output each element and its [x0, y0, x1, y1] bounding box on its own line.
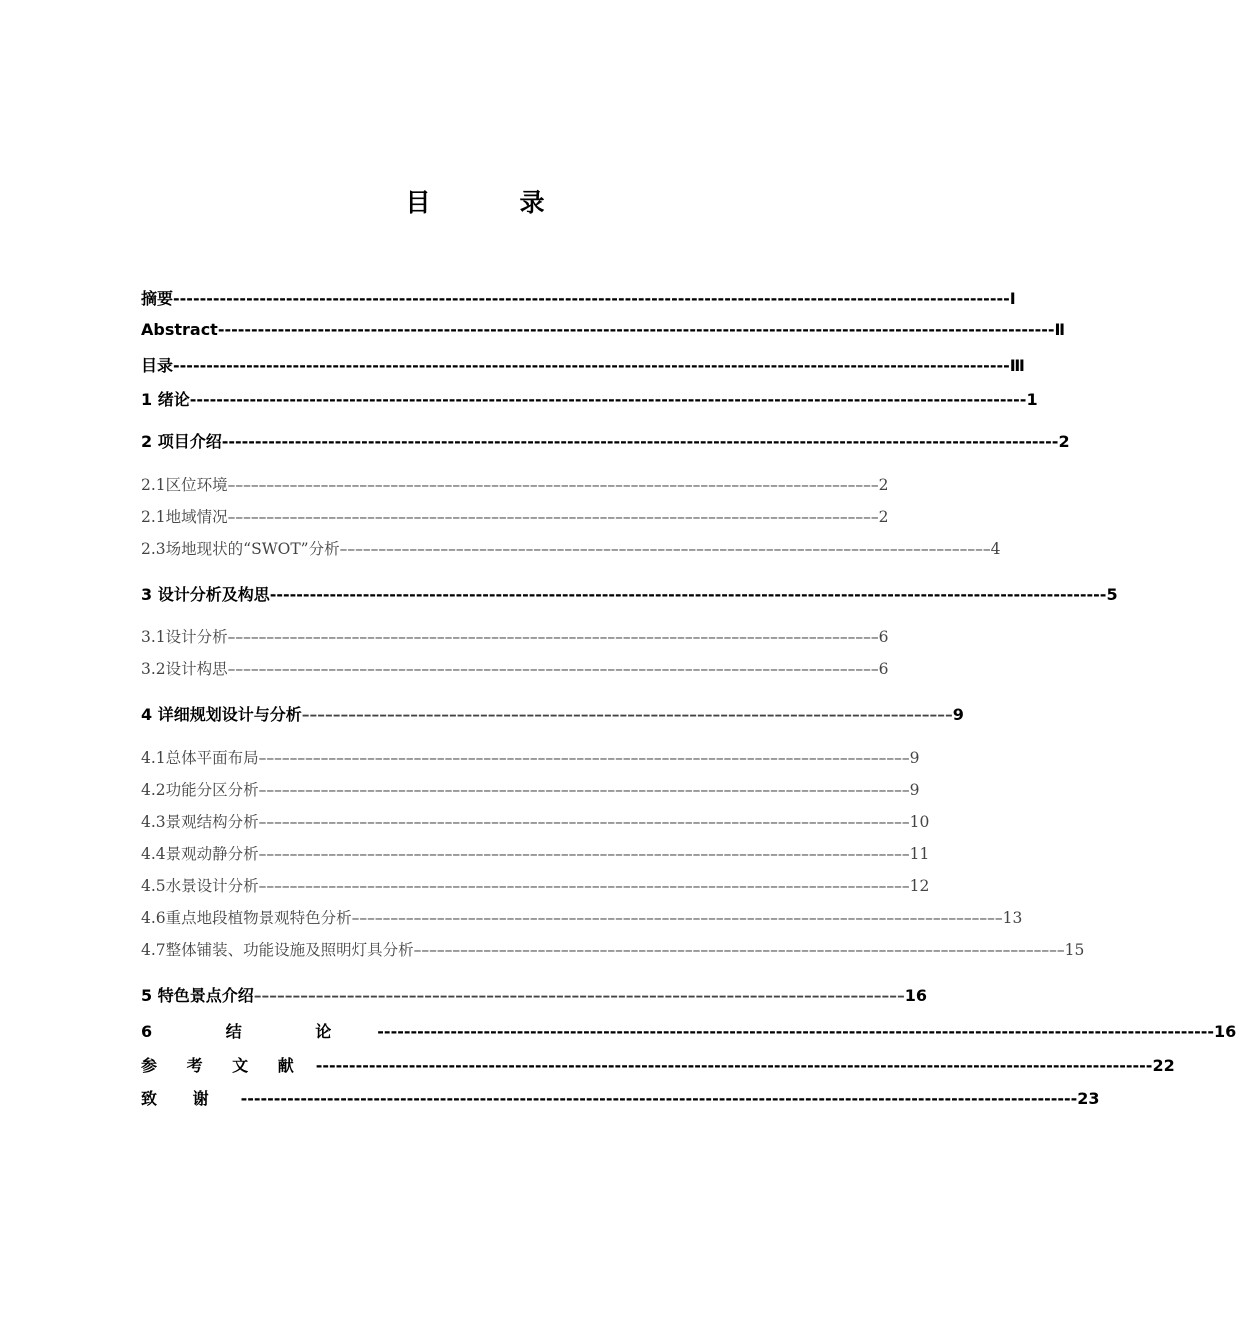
toc-entry-ch5[interactable] [141, 983, 927, 1006]
toc-leader: –––––––––––––––––––––––––––––––––––––––––––––––––––––––––––––––––––––––––––––––––––– [258, 813, 910, 831]
toc-label: 2.1区位环境 [141, 476, 228, 494]
toc-entry-2-3[interactable] [141, 537, 1001, 559]
toc-leader: –––––––––––––––––––––––––––––––––––––––––––––––––––––––––––––––––––––––––––––––––––– [227, 660, 879, 678]
toc-label: 摘要 [141, 289, 174, 308]
toc-label: 4 详细规划设计与分析 [141, 705, 302, 724]
toc-leader: ------------------------------------------------------------------------------------------------------------------------------ [217, 320, 1055, 339]
toc-entry-ch1[interactable] [141, 387, 1038, 410]
toc-page: 11 [909, 845, 930, 863]
toc-page: 22 [1152, 1056, 1175, 1075]
toc-label: Abstract [141, 320, 218, 339]
toc-page: 9 [952, 705, 964, 724]
toc-entry-abstract-cn[interactable] [141, 286, 1016, 309]
toc-entry-references[interactable] [141, 1053, 1175, 1076]
toc-page: 2 [878, 476, 889, 494]
toc-page: 1 [1026, 390, 1038, 409]
toc-entry-2-1[interactable] [141, 473, 889, 495]
toc-entry-4-1[interactable] [141, 746, 920, 768]
toc-page: Ⅲ [1009, 356, 1025, 375]
toc-page: 9 [909, 781, 920, 799]
toc-page: 16 [904, 986, 927, 1005]
toc-entry-contents[interactable] [141, 353, 1025, 376]
toc-entry-ch2[interactable] [141, 429, 1070, 452]
toc-page: 4 [990, 540, 1001, 558]
toc-leader: –––––––––––––––––––––––––––––––––––––––––––––––––––––––––––––––––––––––––––––––––––– [253, 986, 905, 1005]
toc-entry-abstract-en[interactable] [141, 320, 1066, 339]
toc-label: 4.3景观结构分析 [141, 813, 259, 831]
toc-entry-4-6[interactable] [141, 906, 1023, 928]
toc-entry-ch4[interactable] [141, 702, 964, 725]
toc-page: Ⅰ [1009, 289, 1016, 308]
toc-page: 16 [1214, 1022, 1236, 1041]
toc-leader: ------------------------------------------------------------------------------------------------------------------------------ [173, 289, 1010, 308]
toc-page: 12 [909, 877, 930, 895]
toc-entry-3-2[interactable] [141, 657, 889, 679]
toc-page: Ⅱ [1054, 320, 1066, 339]
toc-leader: –––––––––––––––––––––––––––––––––––––––––––––––––––––––––––––––––––––––––––––––––––– [227, 628, 879, 646]
toc-entry-acknowledgements[interactable] [141, 1086, 1100, 1109]
toc-entry-4-3[interactable] [141, 810, 930, 832]
toc-entry-4-4[interactable] [141, 842, 930, 864]
toc-leader: ------------------------------------------------------------------------------------------------------------------------------ [173, 356, 1010, 375]
toc-leader: ------------------------------------------------------------------------------------------------------------------------------ [377, 1022, 1214, 1041]
toc-label: 4.1总体平面布局 [141, 749, 259, 767]
toc-leader: –––––––––––––––––––––––––––––––––––––––––––––––––––––––––––––––––––––––––––––––––––– [339, 540, 991, 558]
toc-label: 4.7整体铺装、功能设施及照明灯具分析 [141, 941, 414, 959]
toc-leader: –––––––––––––––––––––––––––––––––––––––––––––––––––––––––––––––––––––––––––––––––––– [258, 845, 910, 863]
toc-label: 6 结 论 [141, 1022, 332, 1041]
toc-entry-4-7[interactable] [141, 938, 1085, 960]
toc-label: 1 绪论 [141, 390, 190, 409]
toc-label: 2 项目介绍 [141, 432, 222, 451]
toc-entry-ch3[interactable] [141, 582, 1118, 605]
toc-leader: –––––––––––––––––––––––––––––––––––––––––––––––––––––––––––––––––––––––––––––––––––– [258, 877, 910, 895]
toc-page: 6 [878, 628, 889, 646]
toc-leader: ------------------------------------------------------------------------------------------------------------------------------ [189, 390, 1027, 409]
toc-page: 10 [909, 813, 930, 831]
toc-label: 4.4景观动静分析 [141, 845, 259, 863]
toc-leader: ------------------------------------------------------------------------------------------------------------------------------ [269, 585, 1107, 604]
toc-label: 参 考 文 献 [141, 1056, 294, 1075]
toc-page: 23 [1077, 1089, 1100, 1108]
toc-page: 2 [878, 508, 889, 526]
toc-page: 2 [1058, 432, 1070, 451]
toc-entry-ch6[interactable] [141, 1019, 1236, 1042]
toc-page: 5 [1106, 585, 1118, 604]
toc-label: 3 设计分析及构思 [141, 585, 270, 604]
toc-label: 4.6重点地段植物景观特色分析 [141, 909, 352, 927]
toc-label: 3.2设计构思 [141, 660, 228, 678]
toc-entry-3-1[interactable] [141, 625, 889, 647]
toc-leader: ------------------------------------------------------------------------------------------------------------------------------ [315, 1056, 1153, 1075]
toc-leader: –––––––––––––––––––––––––––––––––––––––––––––––––––––––––––––––––––––––––––––––––––– [413, 941, 1065, 959]
toc-leader: –––––––––––––––––––––––––––––––––––––––––––––––––––––––––––––––––––––––––––––––––––– [227, 476, 879, 494]
toc-leader: –––––––––––––––––––––––––––––––––––––––––––––––––––––––––––––––––––––––––––––––––––– [301, 705, 953, 724]
toc-label: 2.1地域情况 [141, 508, 228, 526]
toc-label: 5 特色景点介绍 [141, 986, 254, 1005]
toc-leader: ------------------------------------------------------------------------------------------------------------------------------ [240, 1089, 1078, 1108]
toc-label: 致 谢 [141, 1089, 209, 1108]
toc-entry-4-5[interactable] [141, 874, 930, 896]
toc-leader: –––––––––––––––––––––––––––––––––––––––––––––––––––––––––––––––––––––––––––––––––––– [258, 781, 910, 799]
toc-label: 3.1设计分析 [141, 628, 228, 646]
toc-label: 2.3场地现状的“SWOT”分析 [141, 540, 340, 558]
toc-label: 4.2功能分区分析 [141, 781, 259, 799]
toc-label: 4.5水景设计分析 [141, 877, 259, 895]
page-title: 目 录 [405, 188, 577, 217]
toc-leader: ------------------------------------------------------------------------------------------------------------------------------ [221, 432, 1059, 451]
toc-page: 15 [1064, 941, 1085, 959]
toc-leader: –––––––––––––––––––––––––––––––––––––––––––––––––––––––––––––––––––––––––––––––––––– [351, 909, 1003, 927]
toc-page: 9 [909, 749, 920, 767]
toc-page: 13 [1002, 909, 1023, 927]
toc-label: 目录 [141, 356, 174, 375]
toc-entry-4-2[interactable] [141, 778, 920, 800]
toc-entry-2-2[interactable] [141, 505, 889, 527]
toc-leader: –––––––––––––––––––––––––––––––––––––––––––––––––––––––––––––––––––––––––––––––––––– [258, 749, 910, 767]
toc-page: 6 [878, 660, 889, 678]
toc-leader: –––––––––––––––––––––––––––––––––––––––––––––––––––––––––––––––––––––––––––––––––––– [227, 508, 879, 526]
